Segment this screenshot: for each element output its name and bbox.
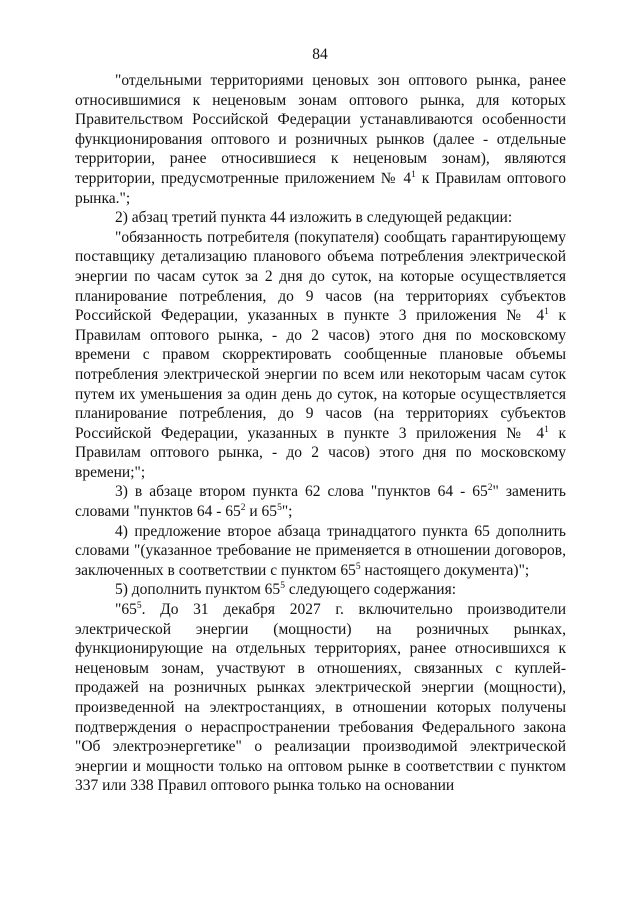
text-segment: "обязанность потребителя (покупателя) сообщать гарантирующему поставщику детализацию планового объема потребления электрической энергии по часам суток за 2 дня до суток, на которые осуществляется планирование потребления, до 9 часов (на территориях субъектов Российской Федерации, указанных в пункте 3 приложения № 4	[75, 228, 566, 325]
paragraph	[75, 482, 566, 521]
superscript: 2	[487, 483, 493, 494]
paragraph	[75, 600, 566, 796]
text-segment: . До 31 декабря 2027 г. включительно производители электрической энергии (мощности) на розничных рынках, функционирующие на отдельных территориях, ранее относившихся к неценовым зонам, участвуют в отношениях, связанных с куплей-продажей на розничных рынках электрической энергии (мощности), произведенной на электростанциях, в отношении которых получены подтверждения о нераспространении требования Федерального закона "Об электроэнергетике" о реализации производимой электрической энергии и мощности только на оптовом рынке в соответствии с пунктом 337 или 338 Правил оптового рынка только на основании	[75, 601, 566, 795]
text-segment: следующего содержания:	[284, 581, 457, 599]
superscript: 2	[240, 503, 246, 514]
text-segment: "отдельными территориями ценовых зон оптового рынка, ранее относившимися к неценовым зонам оптового рынка, для которых Правительством Российской Федерации устанавливаются особенности функционирования оптового и розничных рынков (далее - отдельные территории, ранее относившиеся к неценовым зонам), являются территории, предусмотренные приложением № 4	[75, 72, 566, 187]
paragraph	[75, 522, 566, 581]
text-segment: ";	[281, 503, 293, 521]
superscript: 1	[411, 169, 416, 180]
text-segment: и 65	[245, 503, 278, 521]
superscript: 5	[136, 601, 142, 612]
text-segment: к Правилам оптового рынка, - до 2 часов) этого дня по московскому времени с правом скорректировать сообщенные плановые объемы потребления электрической энергии по всем или некоторым часам суток путем их уменьшения за один день до суток, на которые осуществляется планирование потребления, до 9 часов (на территориях субъектов Российской Федерации, указанных в пункте 3 приложения № 4	[75, 307, 567, 442]
page-number: 84	[312, 46, 328, 63]
text-segment: к Правилам оптового рынка.";	[75, 169, 566, 207]
superscript: 5	[355, 561, 361, 572]
text-segment: 4) предложение второе абзаца тринадцатого пункта 65 дополнить словами "(указанное требование не применяется в отношении договоров, заключенных в соответствии с пунктом 65	[75, 522, 566, 579]
text-segment: "65	[115, 601, 137, 619]
document-body	[75, 71, 566, 796]
paragraph	[75, 228, 566, 483]
superscript: 5	[280, 581, 285, 592]
text-segment: к Правилам оптового рынка, - до 2 часов) этого дня по московскому времени;";	[75, 424, 567, 481]
paragraph	[75, 71, 566, 208]
superscript: 1	[544, 424, 549, 435]
text-segment: 5) дополнить пунктом 65	[115, 581, 281, 599]
text-segment: 3) в абзаце втором пункта 62 слова "пунктов 64 - 65	[115, 483, 488, 501]
text-segment: настоящего документа)";	[360, 561, 530, 579]
text-segment: " заменить словами "пунктов 64 - 65	[75, 483, 566, 521]
text-segment: 2) абзац третий пункта 44 изложить в следующей редакции:	[115, 209, 513, 227]
superscript: 1	[544, 307, 549, 318]
paragraph	[75, 208, 566, 228]
superscript: 5	[277, 503, 282, 514]
paragraph	[75, 580, 566, 600]
